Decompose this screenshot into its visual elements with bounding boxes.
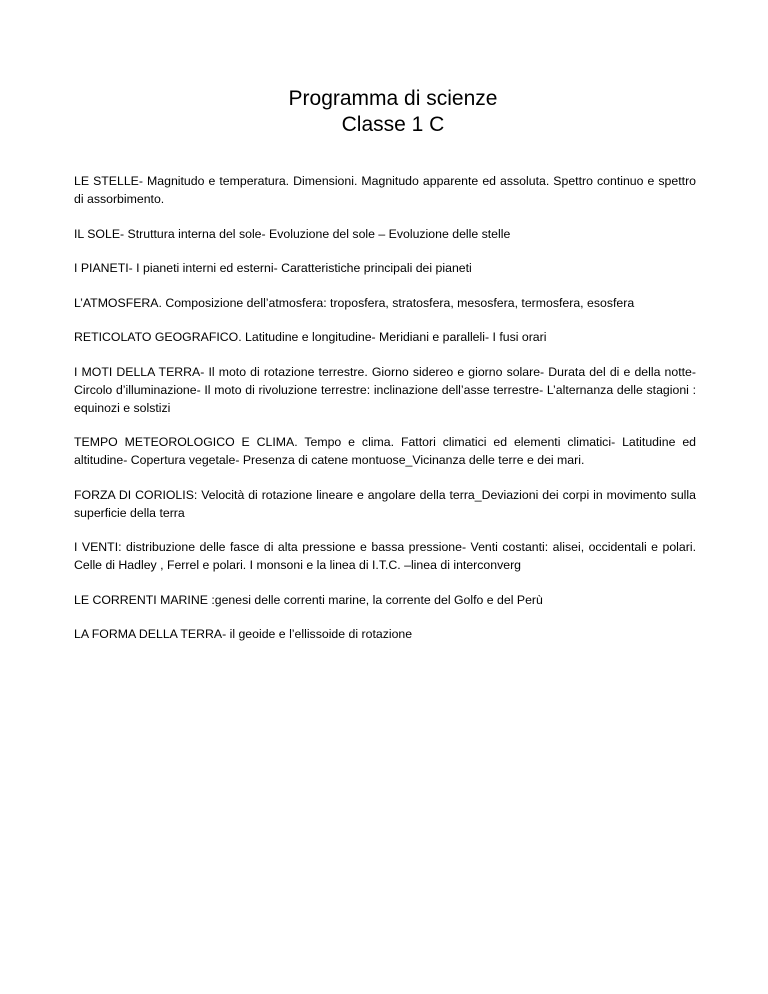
- paragraph-coriolis: FORZA DI CORIOLIS: Velocità di rotazione lineare e angolare della terra_Deviazioni dei corpi in movimento sulla superficie della terra: [74, 487, 696, 520]
- document-title: [0, 86, 768, 138]
- paragraph-moti-terra: I MOTI DELLA TERRA- Il moto di rotazione terrestre. Giorno sidereo e giorno solare- Durata del di e della notte- Circolo d’illuminazione- Il moto di rivoluzione terrestre: inclinazione dell’asse terrestre- L’alternanza delle stagioni : equinozi e solstizi: [74, 364, 696, 415]
- title-line-class: Classe 1 C: [341, 113, 445, 136]
- paragraph-tempo-clima: TEMPO METEOROLOGICO E CLIMA. Tempo e clima. Fattori climatici ed elementi climatici- Latitudine ed altitudine- Copertura vegetale- Presenza di catene montuose_Vicinanza delle terre e dei mari.: [74, 435, 696, 467]
- paragraph-venti: I VENTI: distribuzione delle fasce di alta pressione e bassa pressione- Venti costanti: alisei, occidentali e polari. Celle di Hadley , Ferrel e polari. I monsoni e la linea di I.T.C. –linea di interconverg: [74, 540, 696, 572]
- paragraph-stelle: LE STELLE- Magnitudo e temperatura. Dimensioni. Magnitudo apparente ed assoluta. Spettro continuo e spettro di assorbimento.: [74, 174, 696, 206]
- paragraph-sole: IL SOLE- Struttura interna del sole- Evoluzione del sole – Evoluzione delle stelle: [74, 226, 511, 241]
- paragraph-atmosfera: L’ATMOSFERA. Composizione dell’atmosfera: troposfera, stratosfera, mesosfera, termosfera, esosfera: [74, 295, 635, 310]
- document-body: [74, 172, 696, 660]
- paragraph-pianeti: I PIANETI- I pianeti interni ed esterni- Caratteristiche principali dei pianeti: [74, 261, 472, 275]
- title-line-subject: Programma di scienze: [288, 87, 498, 110]
- paragraph-reticolato: RETICOLATO GEOGRAFICO. Latitudine e longitudine- Meridiani e paralleli- I fusi orari: [74, 330, 547, 344]
- paragraph-correnti: LE CORRENTI MARINE :genesi delle correnti marine, la corrente del Golfo e del Perù: [74, 592, 543, 607]
- paragraph-forma-terra: LA FORMA DELLA TERRA- il geoide e l’ellissoide di rotazione: [74, 627, 413, 641]
